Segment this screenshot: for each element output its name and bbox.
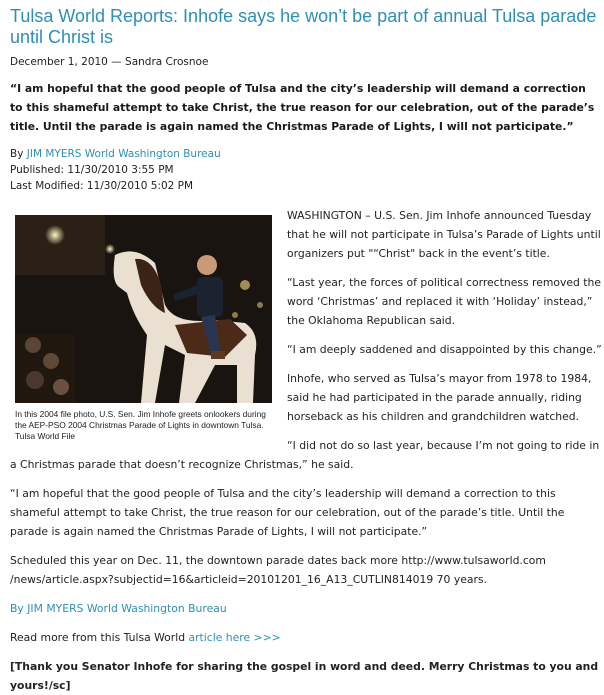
byline-link-repeat[interactable]: By JIM MYERS World Washington Bureau <box>10 602 227 615</box>
closing-note: [Thank you Senator Inhofe for sharing the gospel in word and deed. Merry Christmas to you and yours!/sc] <box>10 660 599 692</box>
modified-date: Last Modified: 11/30/2010 5:02 PM <box>10 180 194 192</box>
horse-rider-image <box>15 215 272 403</box>
paragraph: Inhofe, who served as Tulsa’s mayor from 1978 to 1984, said he had participated in the parade annually, riding horseback as his children and grandchildren watched. <box>287 372 592 423</box>
article-meta <box>10 146 602 194</box>
parade-photo <box>15 215 272 403</box>
article-title: Tulsa World Reports: Inhofe says he won’t be part of annual Tulsa parade until Christ is <box>10 6 597 47</box>
paragraph: Scheduled this year on Dec. 11, the downtown parade dates back more http://www.tulsaworld.com /news/article.aspx?subjectid=16&articleid=20101201_16_A13_CUTLIN814019 70 years. <box>10 554 546 586</box>
photo-figure <box>15 215 272 442</box>
paragraph: “I did not do so last year, because I’m not going to ride in a Christmas parade that doesn’t recognize Christmas,” he said. <box>10 439 600 471</box>
read-more-text: Read more from this Tulsa World <box>10 631 189 644</box>
byline-repeat <box>10 599 602 618</box>
read-more-link[interactable]: article here >>> <box>188 631 281 644</box>
paragraph: “Last year, the forces of political correctness removed the word ‘Christmas’ and replaced it with ‘Holiday’ instead,” the Oklahoma Republican said. <box>287 276 602 327</box>
paragraph: WASHINGTON – U.S. Sen. Jim Inhofe announced Tuesday that he will not participate in Tulsa’s Parade of Lights until organizers put "“Christ" back in the event’s title. <box>287 209 601 260</box>
pull-quote: “I am hopeful that the good people of Tulsa and the city’s leadership will demand a correction to this shameful attempt to take Christ, the true reason for our celebration, out of the parade’s title. Until the parade is again named the Christmas Parade of Lights, I will not participate.” <box>10 82 595 133</box>
byline-prefix: By <box>10 148 27 160</box>
paragraph: “I am hopeful that the good people of Tulsa and the city’s leadership will demand a correction to this shameful attempt to take Christ, the true reason for our celebration, out of the parade’s title. Until the parade is again named the Christmas Parade of Lights, I will not participate.” <box>10 487 565 538</box>
byline <box>10 146 602 162</box>
published-date: Published: 11/30/2010 3:55 PM <box>10 164 174 176</box>
byline-link[interactable]: JIM MYERS World Washington Bureau <box>26 148 221 160</box>
post-date-author: December 1, 2010 — Sandra Crosnoe <box>10 56 209 68</box>
read-more <box>10 628 602 647</box>
photo-caption: In this 2004 file photo, U.S. Sen. Jim Inhofe greets onlookers during the AEP-PSO 2004 Christmas Parade of Lights in downtown Tulsa. Tulsa World File <box>15 409 266 441</box>
paragraph: “I am deeply saddened and disappointed by this change.” <box>287 343 602 356</box>
